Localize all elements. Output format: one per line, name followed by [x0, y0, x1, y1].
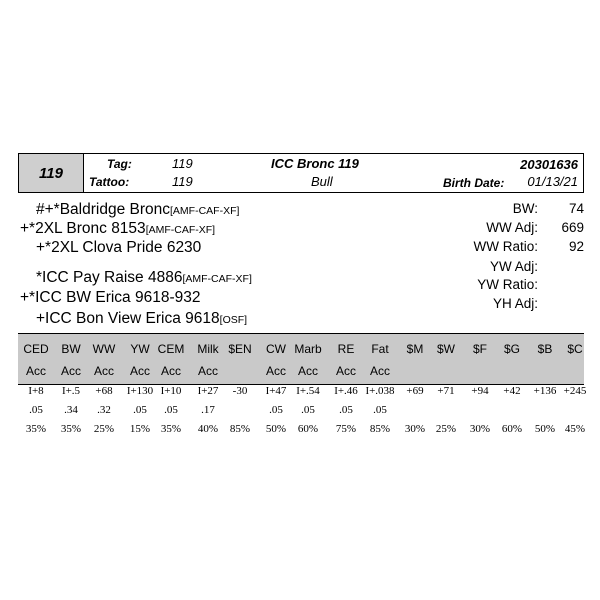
epd-cell: I+47: [265, 385, 287, 397]
epd-cell: .32: [97, 404, 111, 416]
card-header: [18, 153, 584, 193]
epd-cell: I+130: [126, 385, 154, 397]
epd-values-row: [18, 385, 587, 403]
performance-value: 92: [568, 239, 584, 254]
performance-row: [18, 259, 584, 277]
epd-cell: 50%: [534, 423, 556, 435]
epd-header: [18, 333, 584, 385]
epd-column-header: $EN: [228, 342, 252, 356]
performance-row: [18, 201, 584, 219]
epd-column-header: YW: [130, 342, 150, 356]
epd-acc-header: Acc: [297, 364, 318, 378]
epd-percentile-row: [18, 423, 584, 441]
epd-cell: 40%: [197, 423, 219, 435]
performance-row: [18, 296, 584, 314]
epd-column-header: $W: [437, 342, 455, 356]
registration-number: 20301636: [520, 157, 578, 172]
epd-column-header: RE: [337, 342, 355, 356]
performance-row: [18, 239, 584, 257]
epd-cell: I+.038: [365, 385, 395, 397]
epd-cell: I+.5: [61, 385, 81, 397]
epd-cell: 60%: [297, 423, 319, 435]
pedigree-sire: +*2XL Bronc 8153[AMF-CAF-XF]: [20, 220, 216, 237]
epd-cell: .17: [201, 404, 215, 416]
epd-cell: I+10: [160, 385, 182, 397]
epd-cell: 50%: [265, 423, 287, 435]
animal-sex: Bull: [311, 174, 333, 189]
epd-cell: -30: [232, 385, 248, 397]
epd-column-header: $M: [406, 342, 424, 356]
epd-column-header: BW: [61, 342, 81, 356]
epd-cell: 25%: [435, 423, 457, 435]
epd-cell: 30%: [404, 423, 426, 435]
epd-column-header: $C: [567, 342, 583, 356]
epd-acc-header: Acc: [335, 364, 356, 378]
epd-cell: .05: [269, 404, 283, 416]
epd-cell: 75%: [335, 423, 357, 435]
performance-value: 74: [568, 201, 584, 216]
tag-value: 119: [172, 156, 193, 171]
epd-acc-header: Acc: [369, 364, 390, 378]
epd-cell: .05: [339, 404, 353, 416]
epd-column-header: $F: [472, 342, 487, 356]
epd-column-header: CEM: [157, 342, 185, 356]
epd-cell: 25%: [93, 423, 115, 435]
epd-cell: .05: [373, 404, 387, 416]
epd-cell: I+.46: [334, 385, 358, 397]
pedigree-dam: +*ICC BW Erica 9618-932: [20, 289, 201, 306]
birth-date-label: Birth Date:: [443, 176, 505, 190]
pedigree-dam-dam: +ICC Bon View Erica 9618[OSF]: [36, 310, 248, 327]
epd-acc-header: Acc: [265, 364, 286, 378]
epd-cell: .05: [29, 404, 43, 416]
epd-column-header: $B: [537, 342, 553, 356]
tattoo-value: 119: [172, 174, 193, 189]
performance-label: WW Adj:: [486, 220, 538, 235]
epd-accuracy-row: [18, 404, 584, 422]
epd-cell: +136: [533, 385, 557, 397]
performance-row: [18, 277, 584, 295]
epd-acc-header: Acc: [25, 364, 46, 378]
epd-cell: 85%: [369, 423, 391, 435]
epd-cell: +94: [471, 385, 489, 397]
epd-column-header: Milk: [197, 342, 219, 356]
lot-number: 119: [19, 154, 84, 192]
epd-cell: 45%: [564, 423, 586, 435]
animal-name: ICC Bronc 119: [271, 156, 359, 171]
epd-column-header: Marb: [294, 342, 322, 356]
performance-label: YW Ratio:: [477, 277, 538, 292]
epd-column-header: WW: [92, 342, 116, 356]
epd-acc-header: Acc: [129, 364, 150, 378]
tattoo-label: Tattoo:: [89, 175, 130, 189]
birth-date: 01/13/21: [527, 174, 578, 189]
performance-label: YW Adj:: [489, 259, 538, 274]
epd-cell: +245: [563, 385, 587, 397]
epd-cell: I+8: [28, 385, 44, 397]
pedigree-dam-sire: *ICC Pay Raise 4886[AMF-CAF-XF]: [36, 269, 252, 286]
epd-cell: 60%: [501, 423, 523, 435]
epd-cell: 35%: [60, 423, 82, 435]
epd-column-header: $G: [503, 342, 520, 356]
epd-cell: .05: [301, 404, 315, 416]
epd-cell: I+27: [197, 385, 219, 397]
epd-acc-header: Acc: [197, 364, 218, 378]
epd-column-header: Fat: [371, 342, 389, 356]
epd-cell: .34: [64, 404, 78, 416]
epd-cell: .05: [133, 404, 147, 416]
epd-cell: 35%: [160, 423, 182, 435]
epd-acc-header: Acc: [60, 364, 81, 378]
animal-card: [18, 153, 587, 439]
epd-acc-header: Acc: [93, 364, 114, 378]
epd-cell: +71: [437, 385, 455, 397]
tag-label: Tag:: [107, 157, 132, 171]
epd-cell: .05: [164, 404, 178, 416]
epd-cell: +42: [503, 385, 521, 397]
epd-cell: 35%: [25, 423, 47, 435]
epd-column-header: CW: [266, 342, 286, 356]
epd-cell: +69: [406, 385, 424, 397]
epd-cell: +68: [95, 385, 113, 397]
epd-column-header: CED: [23, 342, 49, 356]
performance-label: BW:: [512, 201, 538, 216]
epd-cell: 15%: [129, 423, 151, 435]
epd-acc-header: Acc: [160, 364, 181, 378]
performance-label: WW Ratio:: [473, 239, 538, 254]
epd-cell: 85%: [229, 423, 251, 435]
performance-label: YH Adj:: [492, 296, 538, 311]
epd-cell: 30%: [469, 423, 491, 435]
performance-row: [18, 220, 584, 238]
pedigree-sire-dam: +*2XL Clova Pride 6230: [36, 239, 202, 256]
pedigree-sire-sire: #+*Baldridge Bronc[AMF-CAF-XF]: [36, 201, 240, 218]
epd-cell: I+.54: [296, 385, 320, 397]
performance-value: 669: [561, 220, 584, 235]
